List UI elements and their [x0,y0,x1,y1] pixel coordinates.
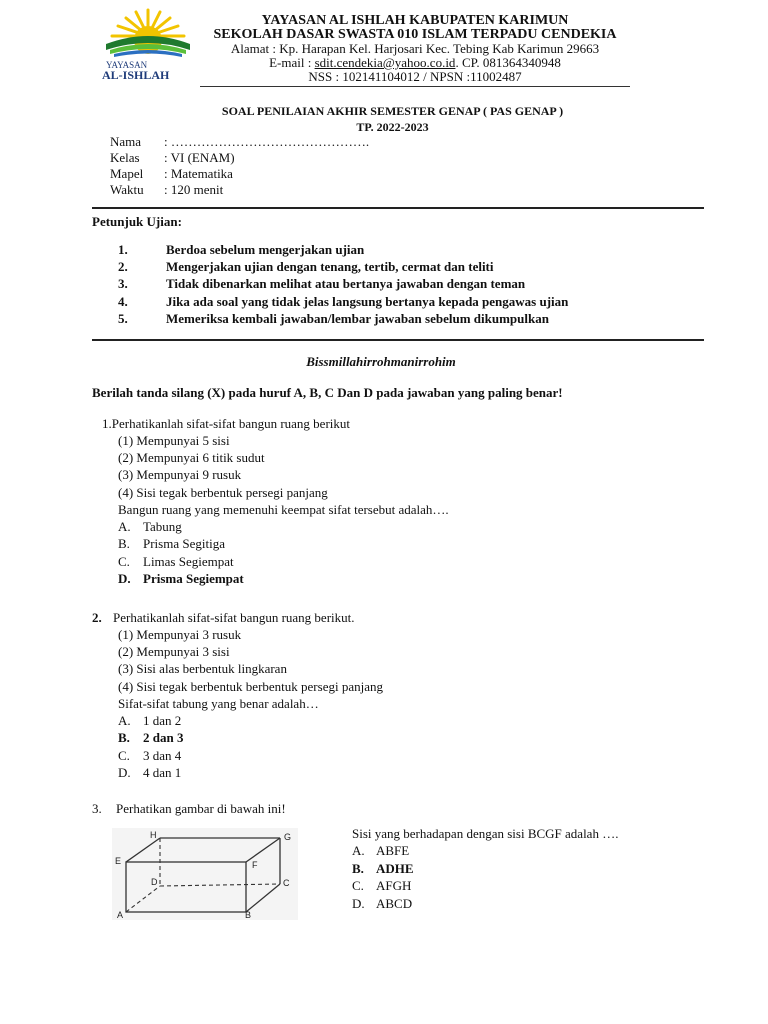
cuboid-figure [112,828,298,920]
question-1-property: (4) Sisi tegak berbentuk persegi panjang [118,485,328,500]
vertex-label-a: A [117,910,124,920]
option-letter[interactable]: C. [352,878,364,893]
phone-text: . CP. 081364340948 [455,55,561,70]
field-label-nama: Nama [110,134,142,149]
question-1-property: (2) Mempunyai 6 titik sudut [118,450,265,465]
contact-line [200,56,630,70]
option-letter[interactable]: D. [118,765,131,780]
question-3-stem: Perhatikan gambar di bawah ini! [116,801,286,816]
field-value-nama: : ………………………………………. [164,134,370,149]
question-2-option-a[interactable]: 1 dan 2 [143,713,182,728]
question-2-option-b[interactable]: 2 dan 3 [143,730,184,745]
school-name: SEKOLAH DASAR SWASTA 010 ISLAM TERPADU CENDEKIA [213,27,617,42]
question-1-stem: 1.Perhatikanlah sifat-sifat bangun ruang berikut [102,416,351,431]
vertex-label-f: F [252,860,258,870]
question-2-option-c[interactable]: 3 dan 4 [143,748,182,763]
question-3-option-a[interactable]: ABFE [376,843,410,858]
nss-npsn: NSS : 102141104012 / NPSN :11002487 [308,69,522,84]
vertex-label-c: C [283,878,290,888]
instruction-number: 1. [118,242,128,257]
divider-bottom [92,339,704,341]
question-3-number: 3. [92,801,102,816]
field-value-mapel: : Matematika [164,166,233,181]
question-1-property: (1) Mempunyai 5 sisi [118,433,230,448]
vertex-label-b: B [245,910,252,920]
option-letter[interactable]: D. [118,571,131,586]
vertex-label-g: G [284,832,292,842]
logo-text-top: YAYASAN [106,60,148,70]
logo-text-bottom: AL-ISHLAH [102,68,170,82]
question-3-option-c[interactable]: AFGH [376,878,412,893]
question-1-option-c[interactable]: Limas Segiempat [143,554,234,569]
option-letter[interactable]: C. [118,554,130,569]
bismillah: Bissmillahirrohmanirrohim [306,354,456,369]
question-1-prompt: Bangun ruang yang memenuhi keempat sifat tersebut adalah…. [118,502,449,517]
field-value-kelas: : VI (ENAM) [164,150,235,165]
letterhead-rule [200,86,630,87]
question-3-option-b[interactable]: ADHE [376,861,414,876]
question-2-option-d[interactable]: 4 dan 1 [143,765,182,780]
question-2-property: (2) Mempunyai 3 sisi [118,644,230,659]
instruction-number: 4. [118,294,128,309]
field-label-kelas: Kelas [110,150,140,165]
school-logo [100,6,196,82]
option-letter[interactable]: A. [118,713,131,728]
instruction-number: 5. [118,311,128,326]
instruction-item: Tidak dibenarkan melihat atau bertanya jawaban dengan teman [166,276,526,291]
question-1-option-d[interactable]: Prisma Segiempat [143,571,244,586]
question-2-property: (4) Sisi tegak berbentuk berbentuk persegi panjang [118,679,383,694]
exam-title: SOAL PENILAIAN AKHIR SEMESTER GENAP ( PAS GENAP ) [221,104,564,118]
question-1-option-a[interactable]: Tabung [143,519,182,534]
question-2-property: (1) Mempunyai 3 rusuk [118,627,242,642]
answer-directive: Berilah tanda silang (X) pada huruf A, B, C Dan D pada jawaban yang paling benar! [92,385,563,400]
question-1-option-b[interactable]: Prisma Segitiga [143,536,225,551]
foundation-name: YAYASAN AL ISHLAH KABUPATEN KARIMUN [261,13,569,28]
option-letter[interactable]: A. [118,519,131,534]
option-letter[interactable]: D. [352,896,365,911]
instruction-item: Jika ada soal yang tidak jelas langsung bertanya kepada pengawas ujian [166,294,569,309]
option-letter[interactable]: B. [352,861,364,876]
vertex-label-e: E [115,856,122,866]
email-label: E-mail : [269,55,315,70]
instruction-number: 3. [118,276,128,291]
vertex-label-d: D [151,877,158,887]
divider-top [92,207,704,209]
question-1-property: (3) Mempunyai 9 rusuk [118,467,242,482]
exam-year: TP. 2022-2023 [356,120,429,134]
question-2-stem: Perhatikanlah sifat-sifat bangun ruang berikut. [113,610,355,625]
option-letter[interactable]: A. [352,843,365,858]
question-2-number: 2. [92,610,102,625]
instruction-item: Berdoa sebelum mengerjakan ujian [166,242,365,257]
instruction-number: 2. [118,259,128,274]
option-letter[interactable]: C. [118,748,130,763]
school-address: Alamat : Kp. Harapan Kel. Harjosari Kec. Tebing Kab Karimun 29663 [230,41,600,56]
field-label-waktu: Waktu [110,182,144,197]
vertex-label-h: H [150,830,157,840]
field-label-mapel: Mapel [110,166,144,181]
question-3-prompt: Sisi yang berhadapan dengan sisi BCGF adalah …. [352,826,619,841]
question-3-option-d[interactable]: ABCD [376,896,413,911]
instruction-item: Memeriksa kembali jawaban/lembar jawaban sebelum dikumpulkan [166,311,549,326]
field-value-waktu: : 120 menit [164,182,224,197]
option-letter[interactable]: B. [118,730,130,745]
question-2-prompt: Sifat-sifat tabung yang benar adalah… [118,696,319,711]
instructions-heading: Petunjuk Ujian: [92,214,182,229]
option-letter[interactable]: B. [118,536,130,551]
email-link[interactable]: sdit.cendekia@yahoo.co.id [314,55,456,70]
instruction-item: Mengerjakan ujian dengan tenang, tertib, cermat dan teliti [166,259,494,274]
question-2-property: (3) Sisi alas berbentuk lingkaran [118,661,287,676]
